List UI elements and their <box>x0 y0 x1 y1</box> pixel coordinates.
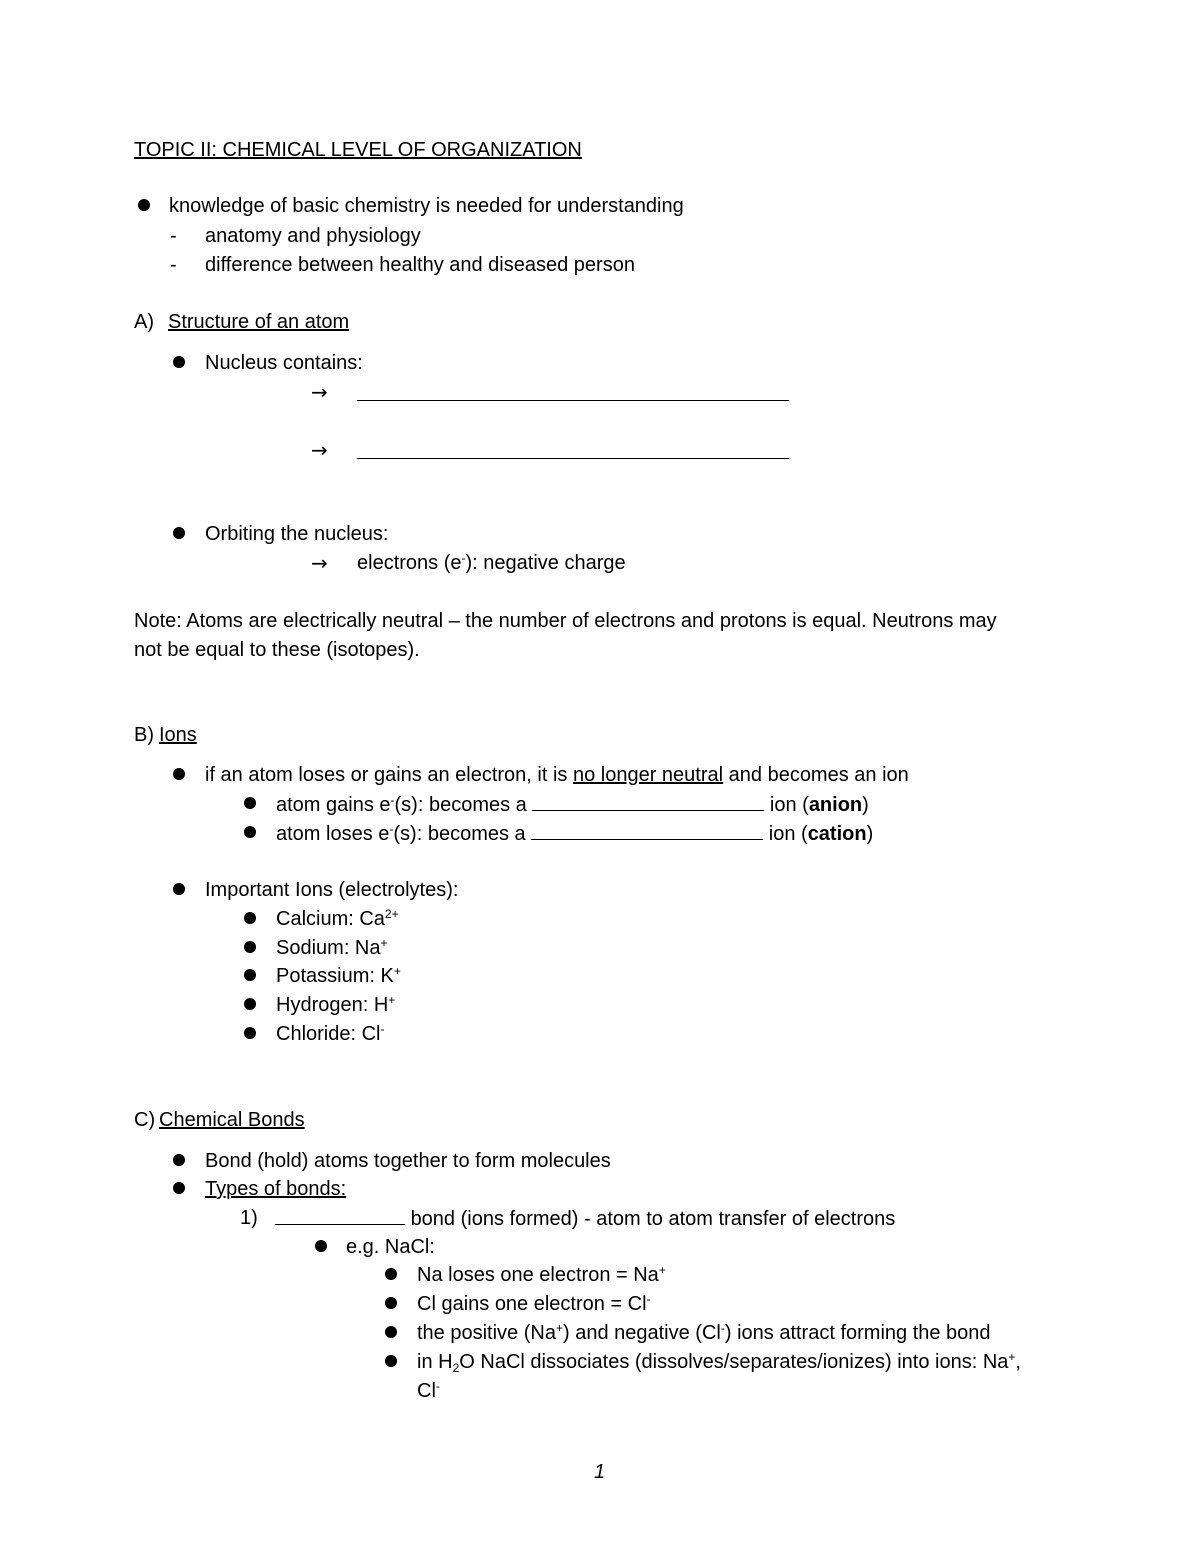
bullet-icon <box>385 1268 397 1280</box>
bullet-icon <box>385 1297 397 1309</box>
page-number: 1 <box>594 1461 606 1483</box>
section-a-heading: Structure of an atom <box>168 311 350 333</box>
dash-marker: - <box>170 225 177 247</box>
ion-item-hydrogen: Hydrogen: H+ <box>276 993 396 1016</box>
bullet-icon <box>244 912 256 924</box>
ion-definition: if an atom loses or gains an electron, it is no longer neutral and becomes an ion <box>205 764 909 786</box>
bullet-icon <box>173 527 185 539</box>
bullet-icon <box>244 969 256 981</box>
bullet-icon <box>385 1326 397 1338</box>
orbit-text: Orbiting the nucleus: <box>205 523 389 545</box>
bullet-icon <box>244 826 256 838</box>
anion-blank[interactable] <box>532 792 764 811</box>
ion-item-calcium: Calcium: $Ca^{2+}$ <box>276 907 399 930</box>
fill-in-blank-1[interactable] <box>357 400 789 401</box>
dash-marker: - <box>170 254 177 276</box>
bullet-icon <box>244 998 256 1010</box>
arrow-icon: → <box>311 551 328 575</box>
nucleus-text: Nucleus contains: <box>205 352 363 374</box>
note-line-2: not be equal to these (isotopes). <box>134 639 420 661</box>
bond-type-blank[interactable] <box>275 1206 405 1225</box>
bullet-icon <box>315 1240 327 1252</box>
anion-line: atom gains e-(s): becomes a ion (anion) <box>276 793 869 816</box>
ion-item-sodium: Sodium: Na+ <box>276 936 388 959</box>
bond-1-line: bond (ions formed) - atom to atom transfer of electrons <box>275 1206 895 1231</box>
arrow-icon: → <box>311 380 328 404</box>
bullet-icon <box>173 768 185 780</box>
bond-number-1: 1) <box>240 1207 258 1229</box>
na-loses-line: Na loses one electron = Na+ <box>417 1263 666 1286</box>
important-ions-text: Important Ions (electrolytes): <box>205 879 459 901</box>
section-a-letter: A) <box>134 311 154 333</box>
bullet-icon <box>138 199 150 211</box>
section-b-letter: B) <box>134 724 154 746</box>
intro-dash-2: difference between healthy and diseased person <box>205 254 635 276</box>
bullet-icon <box>244 941 256 953</box>
dissociates-line-cont: Cl- <box>417 1379 440 1402</box>
bullet-icon <box>173 883 185 895</box>
intro-bullet-text: knowledge of basic chemistry is needed for understanding <box>169 195 684 217</box>
page-title: TOPIC II: CHEMICAL LEVEL OF ORGANIZATION <box>134 139 582 161</box>
cation-blank[interactable] <box>531 821 763 840</box>
section-c-letter: C) <box>134 1109 156 1131</box>
bond-hold-text: Bond (hold) atoms together to form molecules <box>205 1150 611 1172</box>
cation-line: atom loses e-(s): becomes a ion (cation) <box>276 822 874 845</box>
electrons-text: electrons (e-): negative charge <box>357 551 626 574</box>
ion-item-chloride: Chloride: Cl- <box>276 1022 385 1045</box>
bullet-icon <box>173 1154 185 1166</box>
intro-dash-1: anatomy and physiology <box>205 225 421 247</box>
section-b-heading: Ions <box>159 724 197 746</box>
ions-attract-line: the positive (Na+) and negative (Cl-) ions attract forming the bond <box>417 1321 991 1344</box>
ion-item-potassium: Potassium: K+ <box>276 964 401 987</box>
cl-gains-line: Cl gains one electron = Cl- <box>417 1292 651 1315</box>
fill-in-blank-2[interactable] <box>357 458 789 459</box>
bullet-icon <box>173 1182 185 1194</box>
bullet-icon <box>244 797 256 809</box>
example-nacl: e.g. NaCl: <box>346 1236 435 1258</box>
bullet-icon <box>244 1027 256 1039</box>
types-of-bonds: Types of bonds: <box>205 1178 347 1200</box>
bullet-icon <box>385 1355 397 1367</box>
dissociates-line: in $H_2O$ NaCl dissociates (dissolves/separates/ionizes) into ions: Na+, <box>417 1350 1021 1375</box>
section-c-heading: Chemical Bonds <box>159 1109 305 1131</box>
bullet-icon <box>173 356 185 368</box>
note-line-1: Note: Atoms are electrically neutral – the number of electrons and protons is equal. Neutrons may <box>134 610 997 632</box>
arrow-icon: → <box>311 438 328 462</box>
